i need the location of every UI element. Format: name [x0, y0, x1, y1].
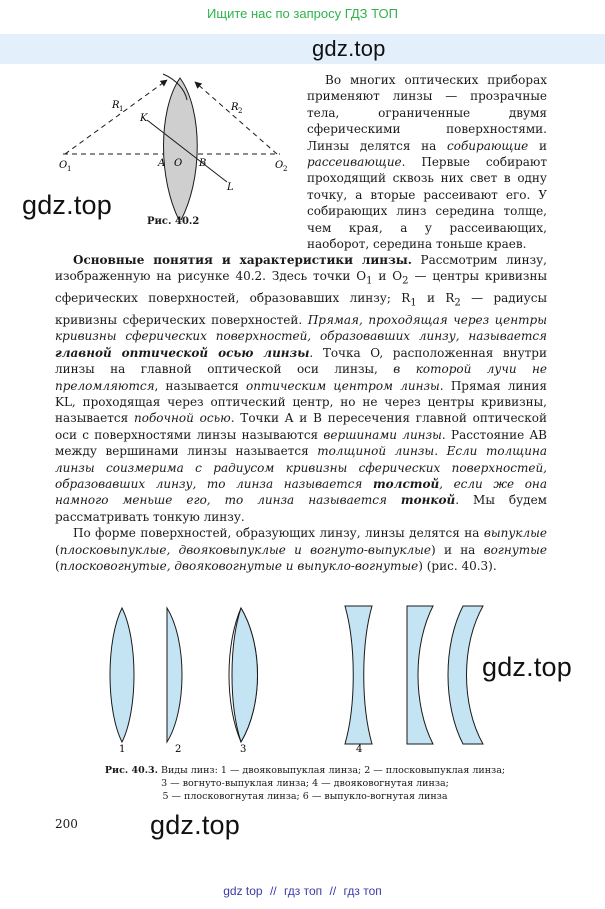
header-band — [0, 34, 605, 64]
svg-text:B: B — [199, 158, 207, 169]
lens-types-figure — [95, 600, 505, 760]
watermark: gdz.top — [22, 190, 112, 220]
footer-link[interactable]: gdz top — [223, 884, 263, 898]
svg-text:O: O — [275, 160, 284, 171]
watermark: gdz.top — [150, 810, 240, 840]
footer-links — [0, 884, 605, 898]
figure-caption: Рис. 40.3. Виды линз: 1 — двояковыпуклая линза; 2 — плосковыпуклая линза; 3 — вогнуто-выпуклая линза; 4 — двояковогнутая линза; 5 — плосковогнутая линза; 6 — выпукло-вогнутая линза — [104, 765, 506, 802]
figure-caption: Рис. 40.2 — [147, 216, 200, 227]
search-hint-link[interactable]: Ищите нас по запросу ГДЗ ТОП — [207, 6, 398, 21]
watermark: gdz.top — [482, 652, 572, 682]
lens-biconvex — [110, 608, 134, 742]
watermark: gdz.top — [312, 36, 386, 61]
footer-separator: // — [329, 884, 337, 898]
svg-text:R: R — [231, 102, 239, 113]
svg-text:3: 3 — [240, 744, 247, 755]
radius-r2 — [195, 82, 277, 154]
svg-text:2: 2 — [175, 744, 182, 755]
lens-plano-concave — [407, 606, 433, 744]
footer-link[interactable]: гдз топ — [343, 884, 382, 898]
footer-link[interactable]: гдз топ — [283, 884, 323, 898]
intro-paragraph: Во многих оптических приборах применяют линзы — прозрачные тела, ограниченные двумя сферическими поверхностями. Линзы делятся на собирающие и рассеивающие. Первые собирают проходящий сквозь них свет в одну точку, а вторые рассеивают его. У собирающих линз середина толще, чем края, а у рассеивающих, наоборот, середина тоньше краев. — [307, 73, 547, 252]
svg-text:A: A — [158, 158, 166, 169]
svg-text:1: 1 — [67, 165, 72, 173]
svg-text:2: 2 — [283, 165, 288, 173]
lens-plano-convex — [167, 608, 182, 742]
page-number: 200 — [55, 817, 78, 831]
paragraph-lens-types: По форме поверхностей, образующих линзу, линзы делятся на выпуклые (плосковыпуклые, двояковыпуклые и вогнуто-выпуклые) и на вогнутые (плосковогнутые, двояковогнутые и выпукло-вогнутые) (рис. 40.3). — [55, 526, 547, 574]
lens-shape — [164, 78, 198, 220]
footer-separator: // — [269, 884, 277, 898]
radius-r1 — [65, 80, 167, 154]
svg-text:1: 1 — [119, 105, 124, 113]
main-text — [55, 252, 547, 575]
paragraph-basic-concepts: Основные понятия и характеристики линзы. Рассмотрим линзу, изображенную на рисунке 40.2. Здесь точки $O_1$ и $O_2$ — центры кривизны сферических поверхностей, образовавших линзу; $R_1$ и $R_2$ — радиусы кривизны сферических поверхностей. Прямая, проходящая через центры кривизны сферических поверхностей, образовавших линзу, называется главной оптической осью линзы. Точка O, расположенная внутри линзы на главной оптической оси линзы, в которой лучи не преломляются, называется оптическим центром линзы. Прямая линия KL, проходящая через оптический центр, но не через центры кривизны, называется побочной осью. Точки A и B пересечения главной оптической оси с поверхностями линзы называются вершинами линзы. Расстояние AB между вершинами линзы называется толщиной линзы. Если толщина линзы соизмерима с радиусом кривизны сферических поверхностей, образовавших линзу, то линза называется толстой, если же она намного меньше его, то линза называется тонкой. Мы будем рассматривать тонкую линзу. — [55, 253, 548, 524]
svg-text:R: R — [112, 100, 120, 111]
svg-text:4: 4 — [356, 744, 363, 755]
svg-text:O: O — [174, 158, 183, 169]
svg-text:2: 2 — [238, 107, 243, 115]
svg-text:L: L — [227, 182, 234, 193]
svg-text:1: 1 — [119, 744, 126, 755]
svg-text:O: O — [59, 160, 68, 171]
svg-text:K: K — [140, 113, 148, 124]
lens-biconcave — [345, 606, 372, 744]
lens-convex-concave — [448, 606, 483, 744]
